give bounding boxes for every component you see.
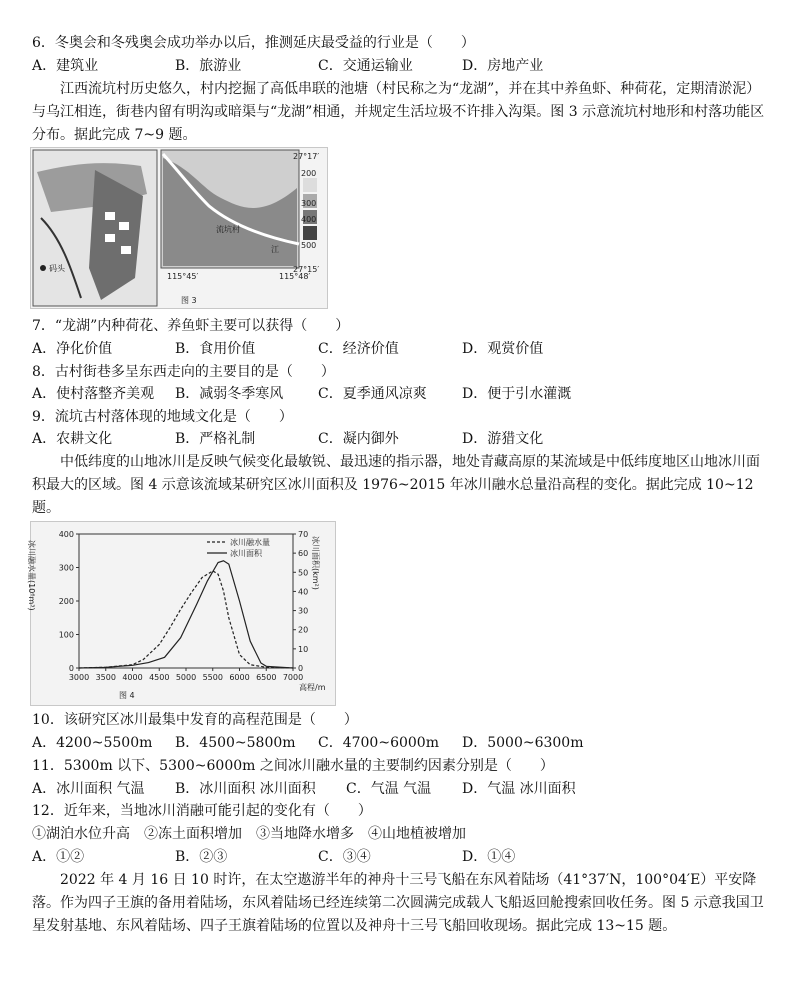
- x-tick-label: 7000: [282, 673, 304, 682]
- fig3-dock-label: 码头: [49, 264, 65, 273]
- fig3-lat-top: 27°17′: [293, 152, 320, 161]
- y-left-tick-label: 200: [58, 597, 74, 606]
- q10-option-c[interactable]: C．4700~6000m: [318, 735, 439, 751]
- passage-glacier: 中低纬度的山地冰川是反映气候变化最敏锐、最迅速的指示器，地处青藏高原的某流域是中低纬度地区山地冰川面积最大的区域。图 4 示意该流域某研究区冰川面积及 1976~2015 年冰川融水总量沿高程的变化。据此完成 10~12 题。: [32, 454, 760, 516]
- y-right-tick-label: 60: [298, 549, 309, 559]
- q12-option-c[interactable]: C．③④: [318, 849, 371, 865]
- x-tick-label: 4000: [122, 673, 143, 682]
- x-tick-label: 3000: [68, 673, 90, 682]
- y-right-tick-label: 0: [298, 664, 304, 673]
- q6-option-a[interactable]: A．建筑业: [32, 58, 99, 74]
- q10-option-b[interactable]: B．4500~5800m: [175, 735, 296, 751]
- passage-shenzhou: 2022 年 4 月 16 日 10 时许，在太空遨游半年的神舟十三号飞船在东风着陆场（41°37′N，100°04′E）平安降落。作为四子王旗的备用着陆场，东风着陆场已经连续第二次圆满完成载人飞船返回舱搜索回收任务。图 5 示意我国卫星发射基地、东风着陆场、四子王旗着陆场的位置以及神舟十三号飞船回收现场。据此完成 13~15 题。: [32, 872, 764, 934]
- q10-option-d[interactable]: D．5000~6300m: [462, 735, 584, 751]
- x-tick-label: 5500: [202, 673, 223, 682]
- q12-option-a[interactable]: A．①②: [32, 849, 85, 865]
- fig3-lat-bottom: 27°15′: [293, 265, 320, 274]
- x-tick-label: 4500: [149, 673, 170, 682]
- legend-label-1: 冰川面积: [230, 549, 262, 558]
- q6-option-d[interactable]: D．房地产业: [462, 58, 544, 74]
- fig3-legend-300: 300: [301, 199, 317, 208]
- q10-option-a[interactable]: A．4200~5500m: [32, 735, 153, 751]
- y-right-tick-label: 30: [298, 606, 309, 616]
- q9-stem: 9．流坑古村落体现的地域文化是（ ）: [32, 409, 293, 425]
- figure-4-caption: 图 4: [119, 691, 135, 700]
- y-right-tick-label: 50: [298, 568, 309, 578]
- y-left-tick-label: 100: [58, 630, 74, 640]
- fig3-river-label: 江: [271, 245, 279, 254]
- fig3-legend-200: 200: [301, 169, 317, 178]
- q12-option-b[interactable]: B．②③: [175, 849, 228, 865]
- q8-option-d[interactable]: D．便于引水灌溉: [462, 386, 572, 402]
- q7-stem: 7．“龙湖”内种荷花、养鱼虾主要可以获得（ ）: [32, 318, 350, 334]
- q7-option-a[interactable]: A．净化价值: [32, 341, 113, 357]
- figure-4-chart: [27, 521, 336, 706]
- q7-option-d[interactable]: D．观赏价值: [462, 341, 544, 357]
- y-right-axis-label: 冰川面积(km²): [311, 536, 320, 590]
- q12-stem: 12．近年来，当地冰川消融可能引起的变化有（ ）: [32, 803, 372, 819]
- q8-option-b[interactable]: B．减弱冬季寒风: [175, 386, 284, 402]
- q6-option-c[interactable]: C．交通运输业: [318, 58, 413, 74]
- x-tick-label: 5000: [175, 673, 197, 682]
- y-right-tick-label: 20: [298, 625, 309, 635]
- y-right-tick-label: 70: [298, 530, 309, 539]
- q11-option-d[interactable]: D．气温 冰川面积: [462, 781, 576, 797]
- glacier-chart-svg: [27, 522, 335, 705]
- x-tick-label: 3500: [95, 673, 116, 682]
- q11-option-c[interactable]: C．气温 气温: [346, 781, 432, 797]
- fig3-legend-500: 500: [301, 241, 317, 250]
- dock-icon: [40, 265, 46, 271]
- q11-stem: 11．5300m 以下、5300~6000m 之间冰川融水量的主要制约因素分别是（ ）: [32, 758, 554, 774]
- q9-option-d[interactable]: D．游猎文化: [462, 431, 544, 447]
- q7-option-b[interactable]: B．食用价值: [175, 341, 256, 357]
- q11-option-a[interactable]: A．冰川面积 气温: [32, 781, 145, 797]
- series-line-0: [79, 571, 293, 668]
- fig3-lon-left: 115°45′: [167, 272, 199, 281]
- y-right-tick-label: 40: [298, 587, 309, 597]
- x-tick-label: 6500: [256, 673, 277, 682]
- figure-3-map: [30, 147, 328, 309]
- q6-stem: 6．冬奥会和冬残奥会成功举办以后，推测延庆最受益的行业是（ ）: [32, 35, 475, 51]
- q12-choices: ①湖泊水位升高 ②冻土面积增加 ③当地降水增多 ④山地植被增加: [32, 826, 466, 842]
- fig3-village-label: 流坑村: [216, 225, 240, 234]
- q6-option-b[interactable]: B．旅游业: [175, 58, 242, 74]
- q11-option-b[interactable]: B．冰川面积 冰川面积: [175, 781, 316, 797]
- q9-option-b[interactable]: B．严格礼制: [175, 431, 256, 447]
- q12-option-d[interactable]: D．①④: [462, 849, 516, 865]
- q8-option-a[interactable]: A．使村落整齐美观: [32, 386, 155, 402]
- legend-label-0: 冰川融水量: [230, 538, 270, 547]
- q9-option-c[interactable]: C．凝内御外: [318, 431, 399, 447]
- x-tick-label: 6000: [229, 673, 250, 682]
- q7-option-c[interactable]: C．经济价值: [318, 341, 399, 357]
- fig3-lon-right: 115°48′: [279, 272, 311, 281]
- y-right-tick-label: 10: [298, 644, 309, 654]
- y-left-axis-label: 冰川融水量(10⁶m³): [27, 540, 36, 611]
- series-line-1: [79, 561, 293, 668]
- q10-stem: 10．该研究区冰川最集中发育的高程范围是（ ）: [32, 712, 358, 728]
- y-left-tick-label: 300: [58, 563, 74, 573]
- fig3-caption: 图 3: [181, 296, 197, 305]
- fig3-legend-400: 400: [301, 215, 317, 224]
- passage-liukeng: 江西流坑村历史悠久，村内挖掘了高低串联的池塘（村民称之为“龙湖”，并在其中养鱼虾、种荷花，定期清淤泥）与乌江相连，街巷内留有明沟或暗渠与“龙湖”相通，并规定生活垃圾不许排入沟渠。图 3 示意流坑村地形和村落功能区分布。据此完成 7~9 题。: [32, 81, 765, 143]
- y-left-tick-label: 400: [58, 530, 74, 539]
- y-left-tick-label: 0: [68, 664, 74, 673]
- q8-option-c[interactable]: C．夏季通风凉爽: [318, 386, 427, 402]
- q8-stem: 8．古村街巷多呈东西走向的主要目的是（ ）: [32, 364, 335, 380]
- x-axis-label: 高程/m: [299, 683, 326, 692]
- q9-option-a[interactable]: A．农耕文化: [32, 431, 113, 447]
